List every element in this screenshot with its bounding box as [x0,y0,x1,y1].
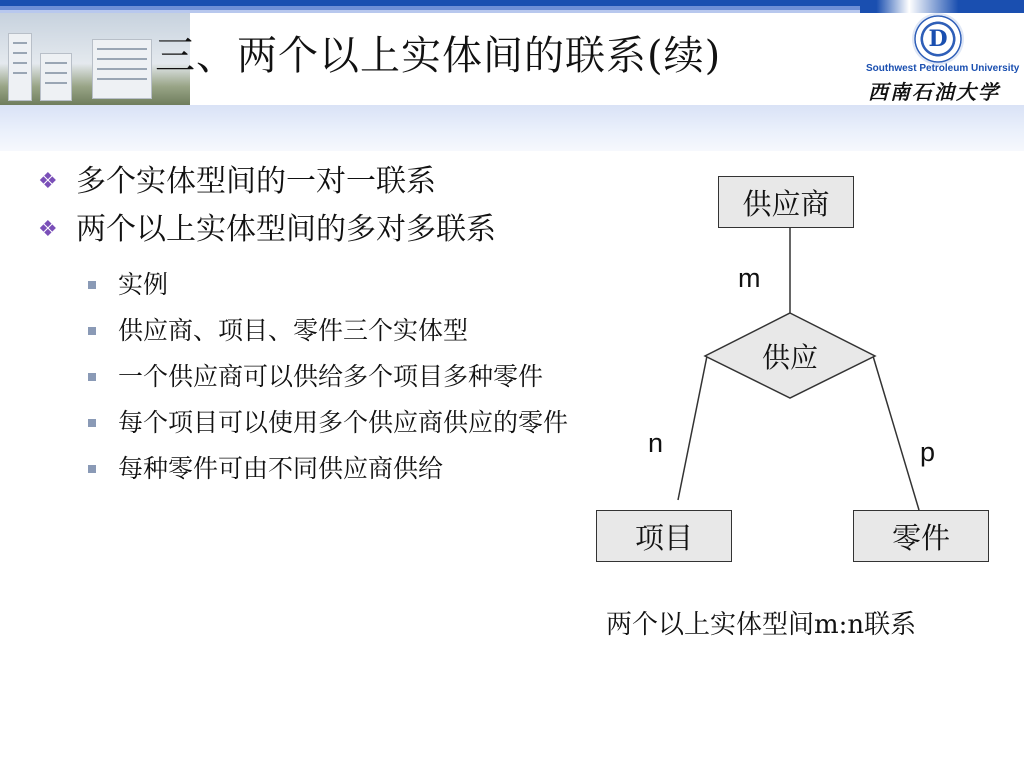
entity-part: 零件 [853,510,989,562]
cardinality-n: n [648,428,664,458]
square-bullet-icon [88,465,96,473]
bullet-item [38,160,568,204]
er-diagram-lines [580,160,1010,660]
sub-bullet-item [38,404,568,441]
bullet-text: 多个实体型间的一对一联系 [76,164,436,199]
square-bullet-icon [88,281,96,289]
header-band [0,105,1024,151]
entity-project: 项目 [596,510,732,562]
bullet-item [38,208,568,252]
bullet-text: 两个以上实体型间的多对多联系 [76,212,496,247]
sub-bullet-item [38,450,568,487]
diamond-bullet-icon: ❖ [38,217,58,242]
bullet-list [38,160,568,496]
sub-bullet-text: 每个项目可以使用多个供应商供应的零件 [118,408,569,437]
university-logo [912,13,964,65]
diagram-caption: 两个以上实体型间m:n联系 [606,610,917,640]
diamond-bullet-icon: ❖ [38,169,58,194]
cardinality-m: m [738,263,761,293]
page-title: 三、两个以上实体间的联系(续) [155,33,722,79]
sub-bullet-text: 供应商、项目、零件三个实体型 [118,316,469,345]
sub-bullet-item [38,312,568,349]
edge-relationship-project [678,356,707,500]
entity-supplier: 供应商 [718,176,854,228]
sub-bullet-item [38,358,568,395]
sub-bullet-text: 实例 [118,270,169,299]
university-name-cn: 西南石油大学 [868,80,1000,104]
er-diagram [580,160,1010,660]
cardinality-p: p [920,437,936,467]
relationship-label: 供应 [761,341,818,374]
edge-relationship-part [873,356,919,510]
university-name-en: Southwest Petroleum University [866,63,1020,74]
sub-bullet-text: 每种零件可由不同供应商供给 [118,454,444,483]
square-bullet-icon [88,373,96,381]
logo-mark: D [928,26,948,52]
header-stripe [860,0,1024,13]
square-bullet-icon [88,419,96,427]
sub-bullet-item [38,266,568,303]
sub-bullet-text: 一个供应商可以供给多个项目多种零件 [118,362,544,391]
square-bullet-icon [88,327,96,335]
